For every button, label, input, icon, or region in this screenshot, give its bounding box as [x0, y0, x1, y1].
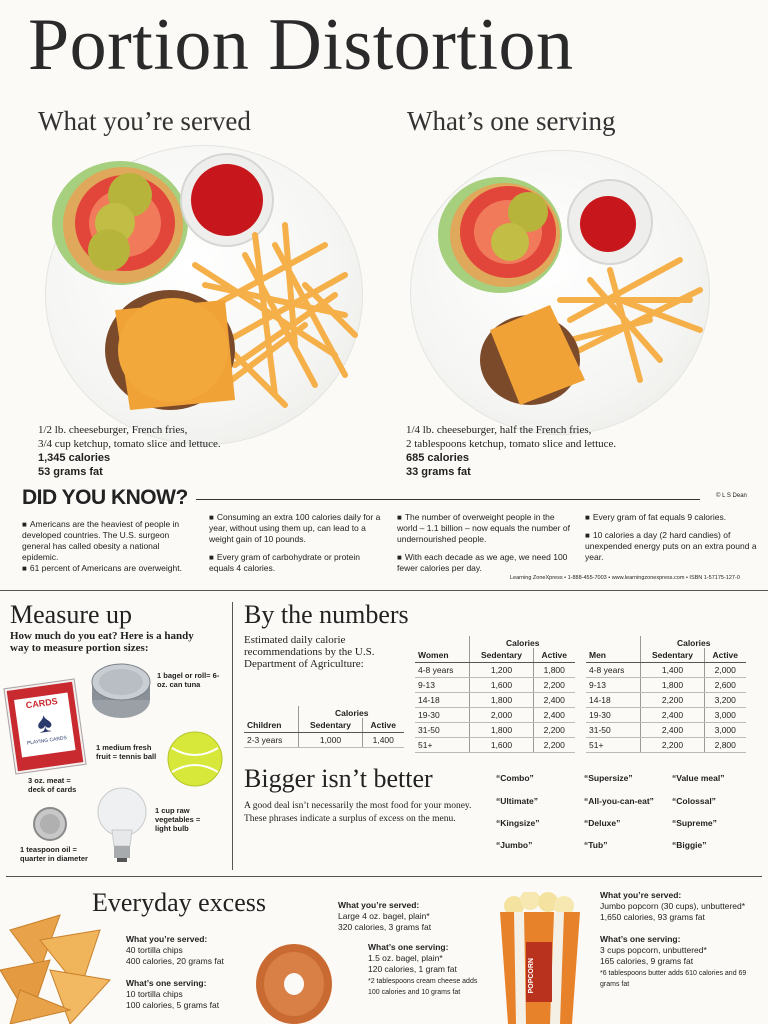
menu-phrase: “Ultimate”	[496, 796, 539, 806]
serving-caption	[406, 423, 746, 479]
popcorn-serving-heading: What’s one serving:	[600, 934, 681, 944]
section-divider	[0, 590, 768, 591]
served-fat: 53 grams fat	[38, 466, 103, 478]
everyday-excess-title: Everyday excess	[92, 888, 266, 917]
women-header: Women	[415, 648, 470, 663]
women-rows	[415, 663, 575, 753]
age-cell: 19-30	[415, 708, 470, 723]
sedentary-cell: 2,000	[470, 708, 533, 723]
sedentary-cell: 1,000	[299, 733, 362, 748]
active-cell: 2,600	[704, 678, 746, 693]
oil-quarter-label: 1 teaspoon oil = quarter in diameter	[20, 845, 88, 863]
sedentary-cell: 1,400	[641, 663, 704, 678]
serving-heading: What’s one serving	[407, 106, 616, 136]
table-row	[586, 723, 746, 738]
age-cell: 4-8 years	[415, 663, 470, 678]
serving-plate	[410, 150, 710, 435]
popcorn-box-label: POPCORN	[528, 958, 535, 994]
popcorn-serving-line2: 165 calories, 9 grams fat	[600, 956, 694, 966]
sedentary-cell: 2,400	[641, 708, 704, 723]
menu-phrase: “Deluxe”	[584, 818, 621, 828]
fact-item: ■ Americans are the heaviest of people in developed countries. The U.S. surgeon general has called obesity a national epidemic.	[22, 519, 197, 563]
light-bulb-icon	[96, 786, 152, 864]
active-header: Active	[533, 648, 575, 663]
men-rows	[586, 663, 746, 753]
bagel-tuna-label: 1 bagel or roll= 6-oz. can tuna	[157, 671, 220, 689]
age-cell: 51+	[586, 738, 641, 753]
active-cell: 2,400	[533, 708, 575, 723]
table-row	[415, 738, 575, 753]
sedentary-cell: 1,800	[470, 723, 533, 738]
serving-desc-line1: 1/4 lb. cheeseburger, half the French fries,	[406, 424, 592, 436]
active-cell: 3,000	[704, 708, 746, 723]
popcorn-info	[600, 890, 760, 989]
chips-info	[126, 934, 256, 1011]
menu-phrase: “Biggie”	[672, 840, 707, 850]
active-cell: 3,000	[704, 723, 746, 738]
serving-desc-line2: 2 tablespoons ketchup, tomato slice and lettuce.	[406, 438, 617, 450]
measure-up-desc: How much do you eat? Here is a handy way to measure portion sizes:	[10, 630, 194, 654]
bagel-served-heading: What you’re served:	[338, 900, 420, 910]
age-cell: 51+	[415, 738, 470, 753]
bagel-note: *2 tablespoons cream cheese adds 100 calories and 10 grams fat	[368, 978, 478, 996]
sedentary-header: Sedentary	[641, 648, 704, 663]
age-cell: 14-18	[586, 693, 641, 708]
table-row	[586, 663, 746, 678]
popcorn-serving-line1: 3 cups popcorn, unbuttered*	[600, 945, 707, 955]
table-row	[415, 723, 575, 738]
active-header: Active	[362, 718, 404, 733]
children-calorie-table	[244, 706, 404, 748]
menu-phrase: “Value meal”	[672, 773, 725, 783]
active-cell: 2,200	[533, 738, 575, 753]
served-calories: 1,345 calories	[38, 452, 111, 464]
chips-serving-heading: What’s one serving:	[126, 978, 207, 988]
served-meal-illustration	[45, 145, 363, 445]
menu-phrase: “Colossal”	[672, 796, 716, 806]
table-row	[586, 708, 746, 723]
table-row	[415, 678, 575, 693]
popcorn-box-icon	[496, 892, 584, 1024]
sedentary-cell: 1,600	[470, 738, 533, 753]
credit-text: © L S Dean	[716, 493, 747, 499]
sedentary-cell: 1,800	[641, 678, 704, 693]
by-the-numbers-title: By the numbers	[244, 600, 409, 629]
tennis-ball-icon	[166, 730, 224, 788]
table-row	[415, 708, 575, 723]
chips-serving-line2: 100 calories, 5 grams fat	[126, 1000, 220, 1010]
age-cell: 9-13	[586, 678, 641, 693]
section-divider	[6, 876, 762, 877]
active-cell: 3,200	[704, 693, 746, 708]
served-desc-line1: 1/2 lb. cheeseburger, French fries,	[38, 424, 188, 436]
serving-calories: 685 calories	[406, 452, 469, 464]
served-plate	[45, 145, 363, 445]
fact-item: ■ 61 percent of Americans are overweight.	[22, 563, 197, 574]
calories-header: Calories	[334, 708, 369, 718]
active-cell: 2,800	[704, 738, 746, 753]
fact-item: ■ Consuming an extra 100 calories daily for a year, without using them up, can lead to a weight gain of 10 pounds.	[209, 512, 384, 545]
menu-phrase: “Kingsize”	[496, 818, 540, 828]
popcorn-served-heading: What you’re served:	[600, 890, 682, 900]
table-row	[244, 733, 404, 748]
served-heading: What you’re served	[38, 106, 251, 136]
did-you-know-title: DID YOU KNOW?	[22, 486, 188, 509]
sedentary-cell: 2,400	[641, 723, 704, 738]
popcorn-note: *6 tablespoons butter adds 610 calories and 69 grams fat	[600, 970, 747, 988]
table-row	[586, 738, 746, 753]
active-header: Active	[704, 648, 746, 663]
bagel-served-info	[338, 900, 468, 933]
chips-served-line2: 400 calories, 20 grams fat	[126, 956, 224, 966]
measure-up-title: Measure up	[10, 600, 133, 629]
fact-item: ■ Every gram of carbohydrate or protein equals 4 calories.	[209, 552, 384, 574]
bagel-serving-line2: 120 calories, 1 gram fat	[368, 964, 457, 974]
women-calorie-table	[415, 636, 575, 753]
menu-phrase: “Supreme”	[672, 818, 717, 828]
sedentary-cell: 2,200	[641, 738, 704, 753]
table-row	[586, 678, 746, 693]
age-cell: 19-30	[586, 708, 641, 723]
active-cell: 2,200	[533, 723, 575, 738]
fruit-tennis-label: 1 medium fresh fruit = tennis ball	[96, 743, 157, 761]
menu-phrase: “Tub”	[584, 840, 608, 850]
chips-serving-line1: 10 tortilla chips	[126, 989, 183, 999]
menu-phrase: “Combo”	[496, 773, 534, 783]
children-header: Children	[244, 718, 299, 733]
tuna-can-icon	[90, 660, 152, 722]
calories-header: Calories	[676, 638, 711, 648]
table-row	[415, 663, 575, 678]
bagel-serving-heading: What’s one serving:	[368, 942, 449, 952]
bigger-desc: A good deal isn’t necessarily the most food for your money. These phrases indicate a surplus of excess on the menu.	[244, 801, 472, 824]
active-cell: 1,800	[533, 663, 575, 678]
men-header: Men	[586, 648, 641, 663]
age-cell: 31-50	[415, 723, 470, 738]
sedentary-header: Sedentary	[470, 648, 533, 663]
veg-bulb-label: 1 cup raw vegetables = light bulb	[155, 806, 201, 833]
active-cell: 2,000	[704, 663, 746, 678]
sedentary-cell: 2,200	[641, 693, 704, 708]
publisher-footer: Learning ZoneXpress • 1-888-455-7003 • www.learningzonexpress.com • ISBN 1-57175-127-0	[510, 575, 740, 581]
active-cell: 1,400	[362, 733, 404, 748]
table-row	[586, 693, 746, 708]
tortilla-chips-icon	[0, 910, 118, 1024]
sedentary-header: Sedentary	[299, 718, 362, 733]
quarter-coin-icon	[32, 806, 68, 842]
fact-item: ■ The number of overweight people in the world – 1.1 billion – now equals the number of undernourished people.	[397, 512, 572, 545]
serving-meal-illustration	[410, 150, 710, 435]
active-cell: 2,400	[533, 693, 575, 708]
menu-phrase: “All-you-can-eat”	[584, 796, 654, 806]
bagel-served-line1: Large 4 oz. bagel, plain*	[338, 911, 430, 921]
active-cell: 2,200	[533, 678, 575, 693]
age-cell: 2-3 years	[244, 733, 299, 748]
by-the-numbers-desc: Estimated daily calorie recommendations by the U.S. Department of Agriculture:	[244, 634, 375, 670]
bagel-serving-info	[368, 942, 478, 997]
did-you-know-rule	[196, 499, 700, 500]
sedentary-cell: 1,800	[470, 693, 533, 708]
ketchup-shape	[191, 164, 263, 236]
bagel-serving-line1: 1.5 oz. bagel, plain*	[368, 953, 443, 963]
sedentary-cell: 1,200	[470, 663, 533, 678]
popcorn-served-line2: 1,650 calories, 93 grams fat	[600, 912, 705, 922]
age-cell: 14-18	[415, 693, 470, 708]
popcorn-served-line1: Jumbo popcorn (30 cups), unbuttered*	[600, 901, 746, 911]
sedentary-cell: 1,600	[470, 678, 533, 693]
fact-item: ■ With each decade as we age, we need 100 fewer calories per day.	[397, 552, 572, 574]
deck-of-cards-icon	[4, 680, 85, 774]
cards-sub-label: PLAYING CARDS	[26, 735, 68, 747]
column-divider	[232, 602, 233, 870]
bagel-served-line2: 320 calories, 3 grams fat	[338, 922, 432, 932]
serving-fat: 33 grams fat	[406, 466, 471, 478]
bagel-icon	[254, 938, 334, 1024]
served-desc-line2: 3/4 cup ketchup, tomato slice and lettuce.	[38, 438, 221, 450]
fries-shape	[560, 260, 700, 380]
age-cell: 4-8 years	[586, 663, 641, 678]
fact-item: ■ 10 calories a day (2 hard candies) of unexpended energy puts on an extra pound a year.	[585, 530, 760, 563]
age-cell: 31-50	[586, 723, 641, 738]
chips-served-heading: What you’re served:	[126, 934, 208, 944]
chips-served-line1: 40 tortilla chips	[126, 945, 183, 955]
age-cell: 9-13	[415, 678, 470, 693]
meat-cards-label: 3 oz. meat = deck of cards	[28, 776, 77, 794]
bigger-title: Bigger isn’t better	[244, 764, 433, 793]
menu-phrase: “Supersize”	[584, 773, 633, 783]
page-title: Portion Distortion	[28, 4, 574, 86]
served-caption	[38, 423, 358, 479]
men-calorie-table	[586, 636, 746, 753]
ketchup-shape	[580, 196, 636, 252]
calories-header: Calories	[505, 638, 540, 648]
cards-label: CARDS	[25, 696, 59, 711]
spade-icon: ♠	[34, 706, 54, 739]
menu-phrase: “Jumbo”	[496, 840, 533, 850]
fact-item: ■ Every gram of fat equals 9 calories.	[585, 512, 760, 523]
table-row	[415, 693, 575, 708]
